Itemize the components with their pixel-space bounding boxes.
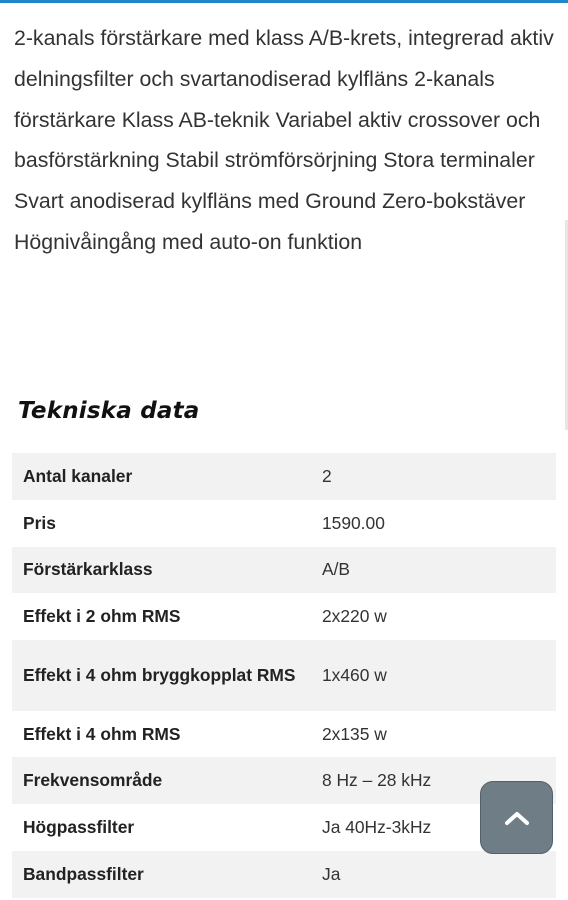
table-row [12,500,556,547]
spec-label: Effekt i 4 ohm bryggkopplat RMS [12,640,311,711]
spec-label: Effekt i 2 ohm RMS [12,593,311,640]
table-row [12,851,556,898]
top-accent-bar [0,0,568,3]
spec-value: 2x220 w [311,593,556,640]
table-row [12,547,556,594]
spec-value: 1590.00 [311,500,556,547]
spec-value: 8 Hz – 28 kHz [311,757,556,804]
chevron-up-icon [504,810,530,826]
table-row [12,640,556,711]
spec-value: Ja 40Hz-3kHz [311,804,556,851]
spec-value: A/B [311,547,556,594]
spec-label: Frekvensområde [12,757,311,804]
spec-label: Bandpassfilter [12,851,311,898]
table-row [12,453,556,500]
specs-table [12,453,556,898]
table-row [12,757,556,804]
product-description: 2-kanals förstärkare med klass A/B-krets, integrerad aktiv delningsfilter och svartanodiserad kylfläns 2-kanals förstärkare Klass AB-teknik Variabel aktiv crossover och basförstärkning Stabil strömförsörjning Stora terminaler Svart anodiserad kylfläns med Ground Zero-bokstäver Högnivåingång med auto-on funktion [14,26,554,254]
spec-label: Antal kanaler [12,453,311,500]
table-row [12,711,556,758]
table-row [12,804,556,851]
spec-value: 2 [311,453,556,500]
spec-value: Ja [311,851,556,898]
spec-value: 2x135 w [311,711,556,758]
spec-label: Förstärkarklass [12,547,311,594]
spec-label: Pris [12,500,311,547]
spec-label: Effekt i 4 ohm RMS [12,711,311,758]
spec-label: Högpassfilter [12,804,311,851]
section-title-tekniska-data: Tekniska data [18,398,200,424]
spec-value: 1x460 w [311,640,556,711]
back-to-top-button[interactable] [480,781,553,854]
table-row [12,593,556,640]
